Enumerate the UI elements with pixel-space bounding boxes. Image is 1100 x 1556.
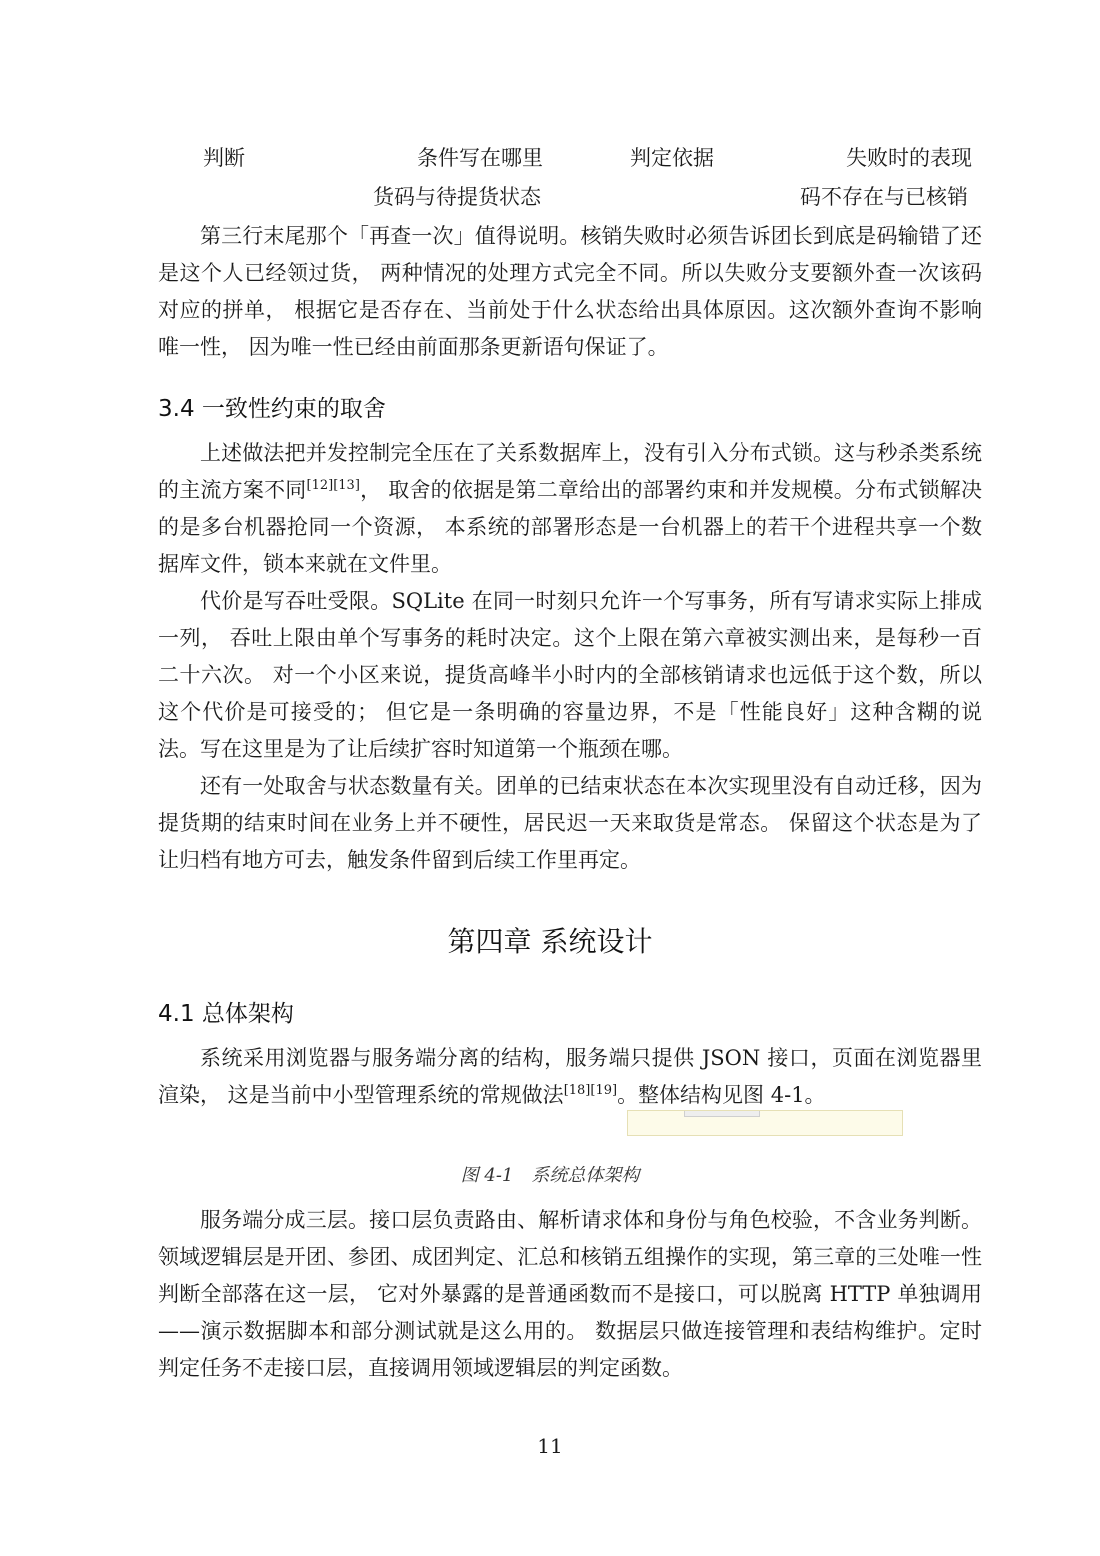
table-header-failure: 失败时的表现 xyxy=(846,146,972,170)
citation-12[interactable]: [12] xyxy=(306,478,334,493)
figure-caption: 图 4-1 系统总体架构 xyxy=(460,1165,640,1186)
citation-18[interactable]: [18] xyxy=(563,1083,591,1098)
table-header-row xyxy=(0,142,1100,174)
table-cell-failure: 码不存在与已核销 xyxy=(800,185,968,209)
paragraph-consistency xyxy=(158,435,982,583)
paragraph-throughput: 代价是写吞吐受限。SQLite 在同一时刻只允许一个写事务，所有写请求实际上排成一列， 吞吐上限由单个写事务的耗时决定。这个上限在第六章被实测出来，是每秒一百二十六次。 对一个小区来说，提货高峰半小时内的全部核销请求也远低于这个数，所以这个代价是可接受的； 但它是一条明确的容量边界，不是「性能良好」这种含糊的说法。写在这里是为了让后续扩容时知道第一个瓶颈在哪。 xyxy=(158,589,982,761)
table-cell-location: 货码与待提货状态 xyxy=(373,185,541,209)
paragraph-text: 。整体结构见图 4-1。 xyxy=(617,1083,826,1107)
paragraph-text: ， 取舍的依据是第二章给出的部署约束和并发规模。分布式锁解决的是多台机器抢同一个资源， 本系统的部署形态是一台机器上的若干个进程共享一个数据库文件，锁本来就在文件里。 xyxy=(158,478,982,576)
table-header-basis: 判定依据 xyxy=(630,146,714,170)
section-heading-4-1: 4.1 总体架构 xyxy=(158,1001,294,1027)
figure-placeholder-tab xyxy=(684,1111,760,1117)
paragraph-state-count: 还有一处取舍与状态数量有关。团单的已结束状态在本次实现里没有自动迁移，因为提货期的结束时间在业务上并不硬性，居民迟一天来取货是常态。 保留这个状态是为了让归档有地方可去，触发条件留到后续工作里再定。 xyxy=(158,774,982,872)
table-header-location: 条件写在哪里 xyxy=(417,146,543,170)
chapter-heading-4: 第四章 系统设计 xyxy=(447,925,653,958)
paragraph-text: 上述做法把并发控制完全压在了关系数据库上，没有引入分布式锁。这与秒杀类系统的主流方案不同 xyxy=(158,441,982,502)
paragraph-text: 系统采用浏览器与服务端分离的结构，服务端只提供 JSON 接口，页面在浏览器里渲染， 这是当前中小型管理系统的常规做法 xyxy=(158,1046,982,1107)
figure-placeholder xyxy=(627,1110,903,1136)
citation-19[interactable]: [19] xyxy=(590,1083,618,1098)
table-header-judgment: 判断 xyxy=(203,146,245,170)
section-heading-3-4: 3.4 一致性约束的取舍 xyxy=(158,396,386,422)
paragraph-architecture xyxy=(158,1040,982,1114)
paragraph-recheck: 第三行末尾那个「再查一次」值得说明。核销失败时必须告诉团长到底是码输错了还是这个人已经领过货， 两种情况的处理方式完全不同。所以失败分支要额外查一次该码对应的拼单， 根据它是否存在、当前处于什么状态给出具体原因。这次额外查询不影响唯一性， 因为唯一性已经由前面那条更新语句保证了。 xyxy=(158,224,982,359)
paragraph-layers: 服务端分成三层。接口层负责路由、解析请求体和身份与角色校验，不含业务判断。 领域逻辑层是开团、参团、成团判定、汇总和核销五组操作的实现，第三章的三处唯一性判断全部落在这一层， 它对外暴露的是普通函数而不是接口，可以脱离 HTTP 单独调用——演示数据脚本和部分测试就是这么用的。 数据层只做连接管理和表结构维护。定时判定任务不走接口层，直接调用领域逻辑层的判定函数。 xyxy=(158,1208,982,1380)
table-row xyxy=(0,181,1100,213)
page-number: 11 xyxy=(537,1434,563,1458)
citation-13[interactable]: [13] xyxy=(333,478,360,493)
